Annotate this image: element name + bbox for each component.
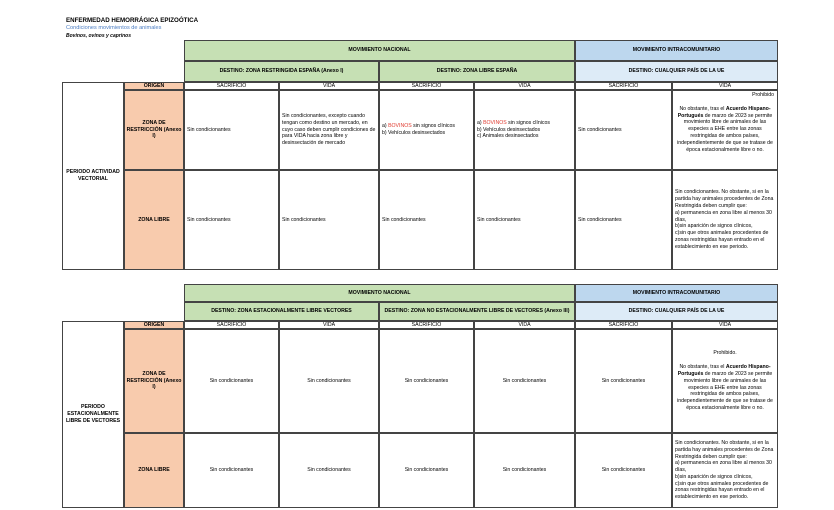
t2-sac-ue-label: SACRIFICIO: [608, 321, 639, 328]
t1-zr-sac-b-prefix: a): [382, 123, 389, 130]
t1-zl-sac-ue: [575, 170, 672, 270]
t2-acuerdo-pre: No obstante, tras el: [679, 364, 726, 371]
t1-zl-sac-a-text: Sin condicionantes: [187, 216, 231, 223]
t2-zr-vida-a: [279, 329, 379, 433]
t2-dest-a-label: DESTINO: ZONA ESTACIONALMENTE LIBRE VECTORES: [211, 308, 352, 315]
t2-zr-origin-label: ZONA DE RESTRICCIÓN (Anexo I): [126, 370, 182, 391]
t2-vida-b-label: VIDA: [518, 321, 531, 328]
t1-vida-a-label: VIDA: [322, 82, 336, 89]
t2-zr-vida-a-text: Sin condicionantes: [307, 377, 351, 384]
t2-zr-sac-a-text: Sin condicionantes: [209, 377, 254, 384]
t2-dest-ue-header: [575, 302, 778, 321]
t2-libre-intra-2: a) permanencia en zona libre al menos 30 días,: [675, 460, 772, 474]
t1-origen-label: ORIGEN: [143, 82, 165, 89]
t2-zl-vida-ue-text: [675, 440, 775, 501]
t2-dest-a-header: [184, 302, 379, 321]
t2-mov-nacional-header: [184, 284, 575, 302]
t2-zl-vida-ue: [672, 433, 778, 508]
t1-zr-origin-label: ZONA DE RESTRICCIÓN (Anexo I): [126, 119, 182, 140]
t2-vida-ue-label: VIDA: [718, 321, 732, 328]
species-label: Bovinos, ovinos y caprinos: [66, 32, 132, 39]
t2-sac-ue-header: [575, 321, 672, 329]
t2-dest-b-header: [379, 302, 575, 321]
t1-zr-sac-ue: [575, 90, 672, 170]
t1-zl-origin-label: ZONA LIBRE: [138, 216, 170, 223]
t1-zr-vida-b-bovinos: BOVINOS: [483, 119, 507, 126]
t1-sac-b-label: SACRIFICIO: [411, 82, 442, 89]
t1-zl-sac-b-text: Sin condicionantes: [382, 216, 426, 223]
t1-sac-a-label: SACRIFICIO: [216, 82, 247, 89]
t1-zl-vida-a-text: Sin condicionantes: [282, 216, 326, 223]
t1-zr-vida-a-text: Sin condicionantes, excepto cuando tengan como destino un mercado, en cuyo caso deben cumplir condiciones de para VIDA hacia zona libre y desinsectación de mercado: [282, 113, 376, 147]
t2-zr-vida-ue-prohibido: Prohibido.: [713, 350, 737, 357]
t2-sac-b-label: SACRIFICIO: [411, 321, 442, 328]
t1-zr-sac-b-rest: sin signos clínicos: [411, 123, 455, 130]
t1-zr-vida-b: [474, 90, 575, 170]
t2-zl-sac-a: [184, 433, 279, 508]
t2-zr-sac-ue: [575, 329, 672, 433]
t1-zr-sac-ue-text: Sin condicionantes: [578, 126, 622, 133]
t1-zr-sac-b: [379, 90, 474, 170]
t2-mov-nacional-label: MOVIMIENTO NACIONAL: [348, 289, 411, 296]
t2-zl-sac-a-text: Sin condicionantes: [209, 467, 254, 474]
t1-sac-ue-header: [575, 82, 672, 90]
t2-zr-vida-b: [474, 329, 575, 433]
t1-zr-sac-a-text: Sin condicionantes: [187, 126, 231, 133]
t2-vida-a-header: [279, 321, 379, 329]
t1-zr-origin: [124, 90, 184, 170]
t1-zr-vida-b-rest: sin signos clínicos: [506, 119, 550, 126]
t1-dest-a-label: DESTINO: ZONA RESTRINGIDA ESPAÑA (Anexo I): [219, 68, 344, 75]
t1-vida-b-header: [474, 82, 575, 90]
t2-zl-sac-ue: [575, 433, 672, 508]
t1-origen-header: [124, 82, 184, 90]
t1-zr-sac-a: [184, 90, 279, 170]
t1-dest-b-header: [379, 61, 575, 82]
t2-libre-intra-4: c)sin que otros animales procedentes de zonas restringidas hayan entrado en el establecimiento en ese periodo.: [675, 480, 769, 501]
document-title: ENFERMEDAD HEMORRÁGICA EPIZOÓTICA: [66, 17, 199, 24]
t1-libre-intra-4: c)sin que otros animales procedentes de zonas restringidas hayan entrado en el establecimiento en ese periodo.: [675, 230, 769, 250]
t2-sac-a-label: SACRIFICIO: [216, 321, 247, 328]
t1-zl-vida-ue: [672, 170, 778, 270]
t1-acuerdo-bold: Acuerdo Hispano-Portugués: [677, 105, 771, 119]
t2-libre-intra-3: b)sin aparición de signos clínicos,: [675, 473, 753, 480]
t1-zr-vida-b-prefix: a): [477, 119, 484, 126]
t2-zr-vida-ue: [672, 329, 778, 433]
t2-zl-origin-label: ZONA LIBRE: [138, 467, 170, 474]
t2-acuerdo-post: de marzo de 2023 se permite movimiento libre de animales de las especies a EHE entre las zonas restringidas de ambos países, independientemente de que se tratase de época estacionalmente libre o no.: [677, 370, 773, 411]
t2-acuerdo-bold: Acuerdo Hispano-Portugués: [677, 364, 771, 377]
t2-libre-intra-1: Sin condicionantes. No obstante, si en la partida hay animales procedentes de Zona Restringida deben cumplir que:: [675, 439, 774, 460]
t1-zl-vida-b: [474, 170, 575, 270]
t2-zl-sac-b: [379, 433, 474, 508]
t1-dest-ue-header: [575, 61, 778, 82]
t1-dest-ue-label: DESTINO: CUALQUIER PAÍS DE LA UE: [628, 68, 725, 75]
t2-zl-origin: [124, 433, 184, 508]
t1-vida-b-label: VIDA: [518, 82, 531, 89]
t1-vida-a-header: [279, 82, 379, 90]
t1-vida-ue-header: [672, 82, 778, 90]
t1-mov-nacional-header: [184, 40, 575, 61]
t1-acuerdo-pre: No obstante, tras el: [679, 105, 726, 112]
t1-zr-sac-b-bovinos: BOVINOS: [388, 123, 412, 130]
t2-zr-sac-b-text: Sin condicionantes: [404, 377, 449, 384]
t2-zl-vida-a-text: Sin condicionantes: [307, 467, 351, 474]
t1-period-label: PERIODO ACTIVIDAD VECTORIAL: [66, 169, 120, 182]
t1-libre-intra-1: Sin condicionantes. No obstante, si en la partida hay animales procedentes de Zona Restringida deben cumplir que:: [675, 189, 774, 209]
t1-zl-sac-b: [379, 170, 474, 270]
t1-zl-sac-ue-text: Sin condicionantes: [578, 216, 622, 223]
t2-zl-vida-a: [279, 433, 379, 508]
t1-libre-intra-2: a) permanencia en zona libre al menos 30 días,: [675, 209, 772, 223]
t2-zr-sac-b: [379, 329, 474, 433]
t1-libre-intra-3: b)sin aparición de signos clínicos,: [675, 223, 753, 230]
t2-vida-ue-header: [672, 321, 778, 329]
t2-sac-b-header: [379, 321, 474, 329]
t2-origen-header: [124, 321, 184, 329]
t2-zr-origin: [124, 329, 184, 433]
t1-zl-vida-a: [279, 170, 379, 270]
t1-sac-b-header: [379, 82, 474, 90]
t2-vida-a-label: VIDA: [322, 321, 336, 328]
t1-zr-sac-b-text: [382, 123, 471, 137]
t1-zr-vida-b-line3: c) Animales desinsectados: [477, 133, 539, 140]
t2-period-cell: [62, 321, 124, 508]
t1-sac-ue-label: SACRIFICIO: [608, 82, 639, 89]
t1-vida-ue-label: VIDA: [718, 82, 732, 89]
t1-dest-a-header: [184, 61, 379, 82]
t1-zl-vida-ue-text: [675, 189, 775, 250]
t2-dest-ue-label: DESTINO: CUALQUIER PAÍS DE LA UE: [628, 308, 725, 315]
t2-zl-sac-b-text: Sin condicionantes: [404, 467, 449, 474]
t1-zr-vida-ue-text: [676, 92, 774, 153]
t1-dest-b-label: DESTINO: ZONA LIBRE ESPAÑA: [436, 68, 518, 75]
t1-mov-intra-label: MOVIMIENTO INTRACOMUNITARIO: [632, 47, 721, 54]
t2-zr-sac-a: [184, 329, 279, 433]
t2-zr-vida-ue-text: [676, 350, 774, 411]
t1-period-cell: [62, 82, 124, 270]
t2-zr-sac-ue-text: Sin condicionantes: [601, 377, 646, 384]
t2-mov-intra-header: [575, 284, 778, 302]
t2-period-label: PERIODO ESTACIONALMENTE LIBRE DE VECTORES: [65, 404, 121, 424]
t1-mov-nacional-label: MOVIMIENTO NACIONAL: [348, 47, 411, 54]
t1-zr-sac-b-line2: b) Vehículos desinsectados: [382, 130, 446, 136]
t2-zr-vida-b-text: Sin condicionantes: [502, 377, 547, 384]
t1-zr-vida-ue: [672, 90, 778, 170]
t1-zr-vida-b-text: [477, 120, 572, 140]
t2-origen-label: ORIGEN: [143, 321, 165, 328]
t1-zr-vida-ue-prohibido: Prohibido: [752, 92, 774, 98]
t1-zl-origin: [124, 170, 184, 270]
t2-sac-a-header: [184, 321, 279, 329]
t2-zl-vida-b-text: Sin condicionantes: [502, 467, 547, 474]
t1-mov-intra-header: [575, 40, 778, 61]
t1-acuerdo-post: de marzo de 2023 se permite movimiento libre de animales de las especies a EHE entre las zonas restringidas de ambos países, independientemente de que se tratase de época estacionalmente libre o no.: [677, 112, 773, 153]
t1-sac-a-header: [184, 82, 279, 90]
t2-dest-b-label: DESTINO: ZONA NO ESTACIONALMENTE LIBRE DE VECTORES (Anexo III): [384, 308, 570, 315]
t2-mov-intra-label: MOVIMIENTO INTRACOMUNITARIO: [632, 289, 721, 296]
t2-zl-vida-b: [474, 433, 575, 508]
t1-zl-vida-b-text: Sin condicionantes: [477, 216, 521, 223]
t1-zr-vida-a: [279, 90, 379, 170]
document-subtitle: Condiciones movimientos de animales: [66, 25, 162, 31]
t2-zl-sac-ue-text: Sin condicionantes: [601, 467, 646, 474]
t1-zr-vida-b-line2: b) Vehículos desinsectados: [477, 126, 541, 133]
t2-vida-b-header: [474, 321, 575, 329]
t1-zl-sac-a: [184, 170, 279, 270]
